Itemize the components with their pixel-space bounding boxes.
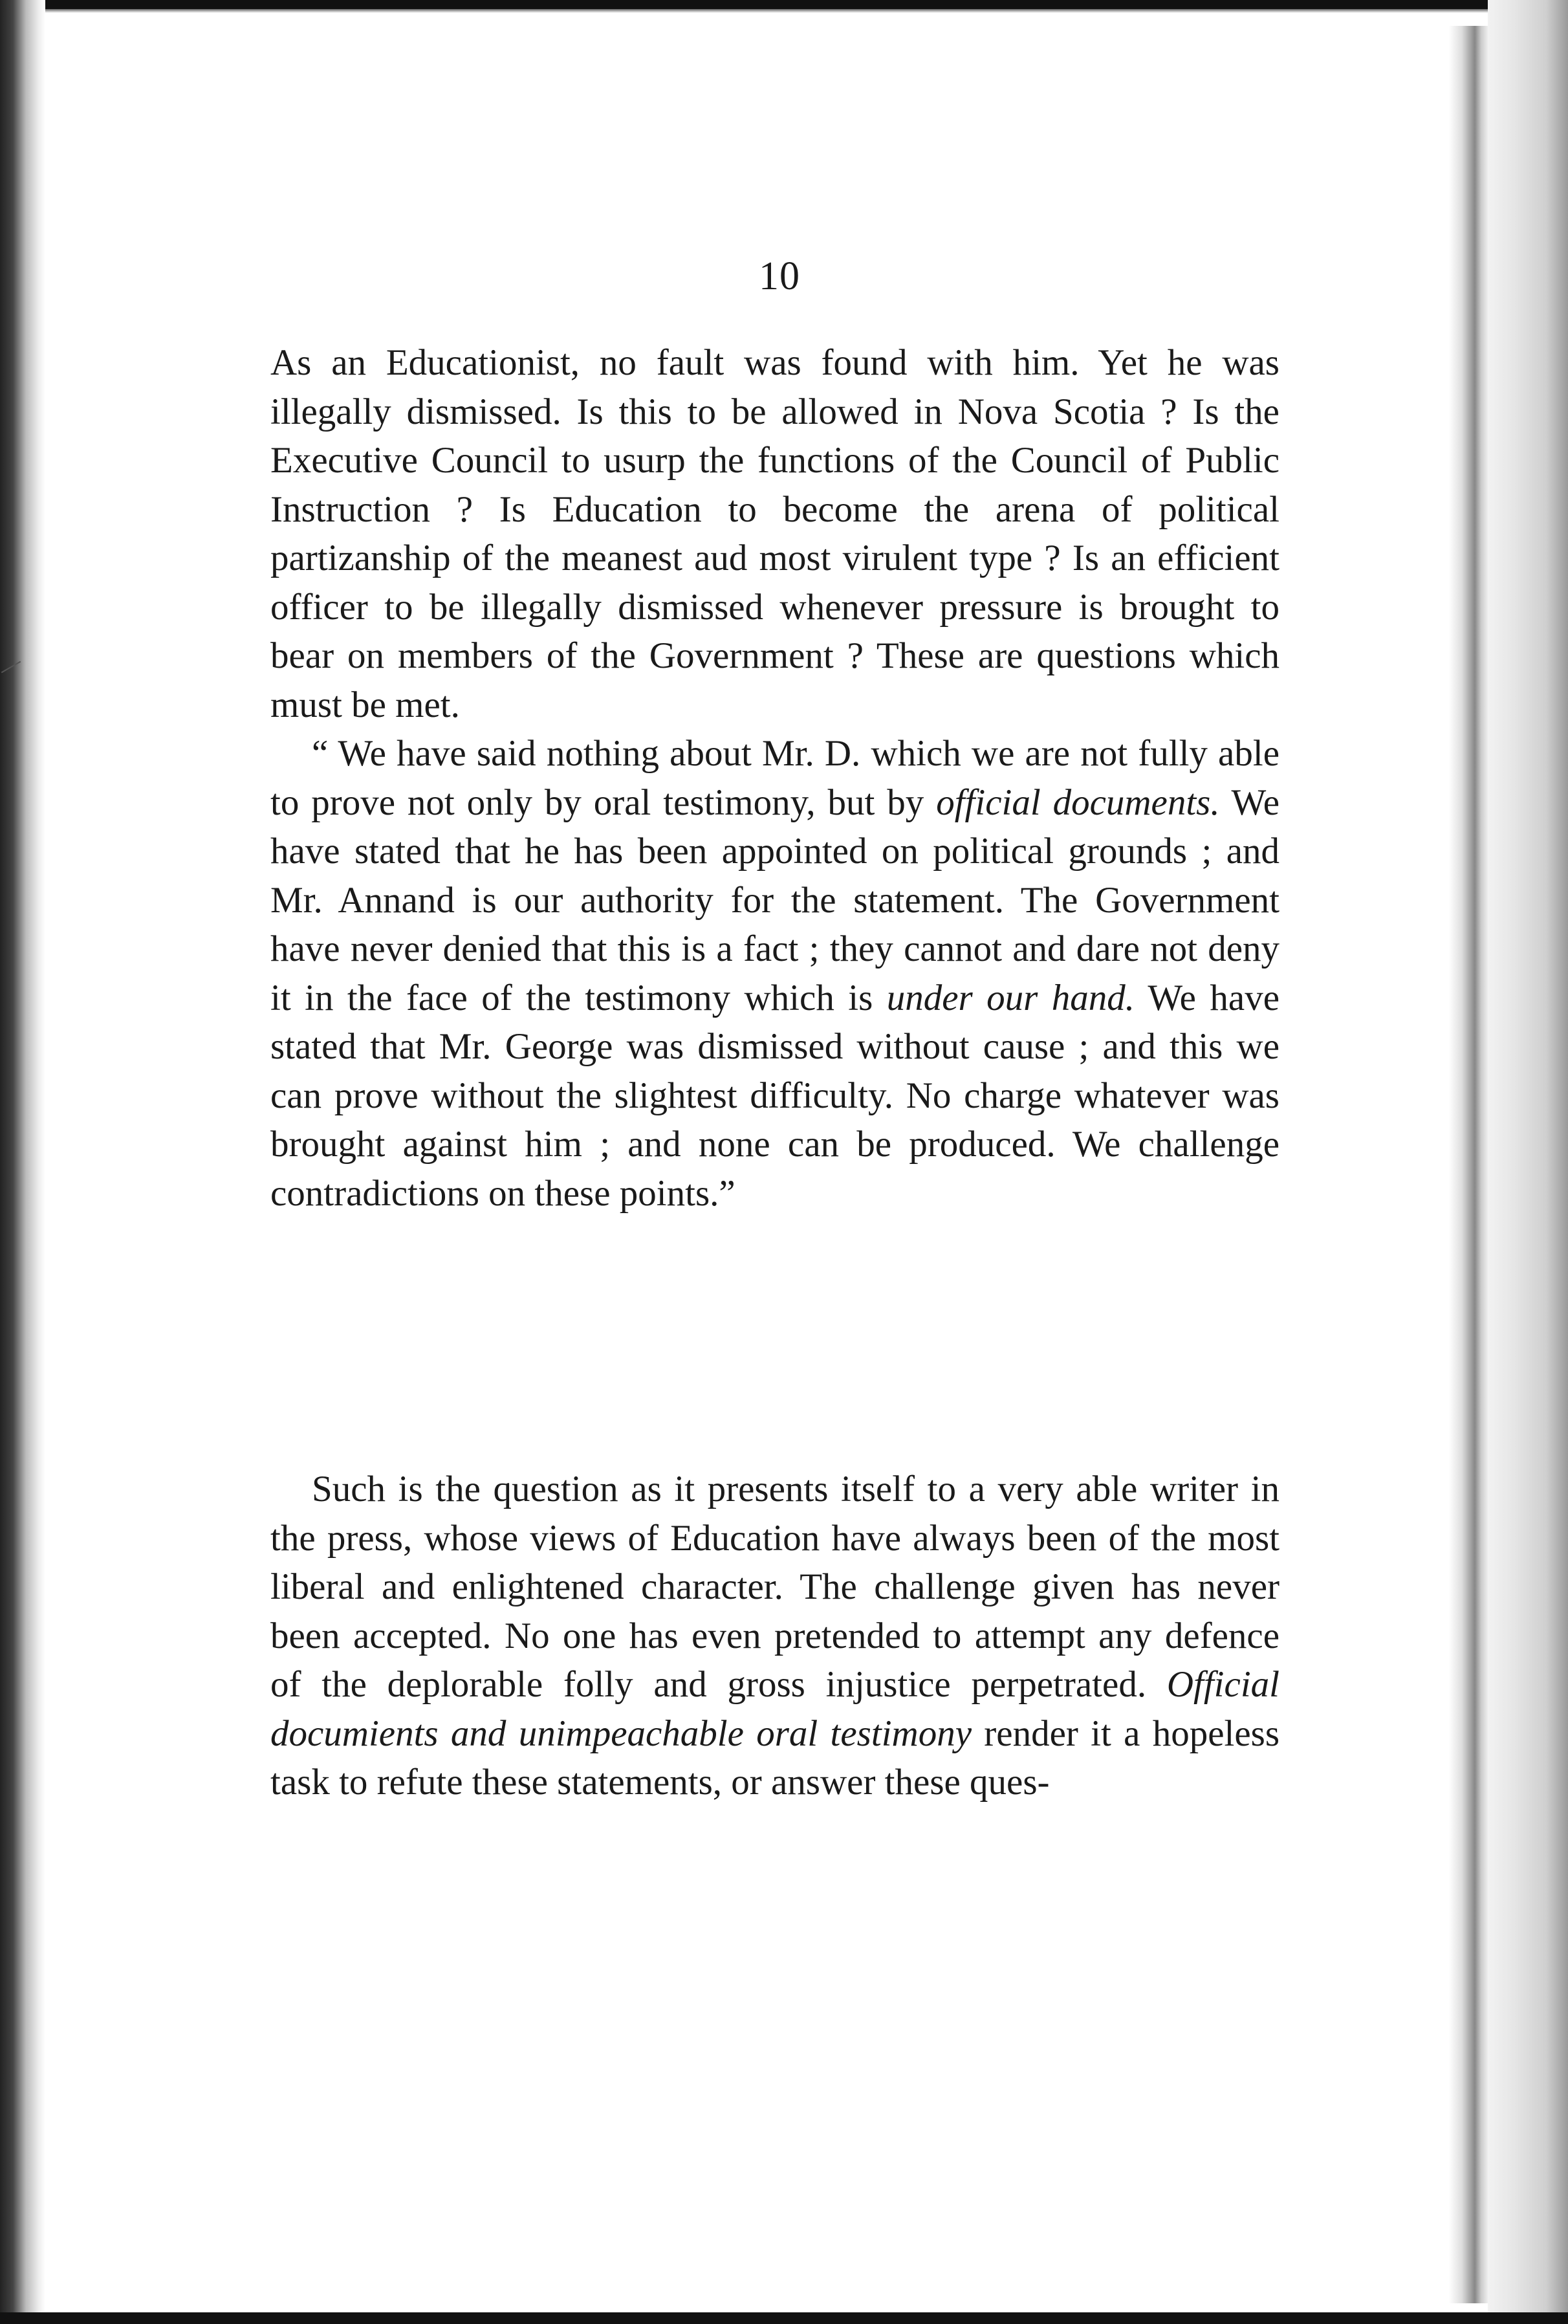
paragraph-quote <box>270 729 1279 1218</box>
scan-top-shadow <box>0 9 1568 13</box>
scan-top-edge <box>0 0 1568 9</box>
such-is-part-1: Such is the question as it presents itself to a very able writer in the press, whose views of Education have always been of the most liberal and enlightened character. The challenge given has never been accepted. No one has even pretended to attempt any defence of the deplorable folly and gross injustice perpetrated. <box>270 1469 1279 1705</box>
scan-left-edge <box>0 0 45 2324</box>
paragraph-educationist: As an Educationist, no fault was found with him. Yet he was illegally dismissed. Is this to be allowed in Nova Scotia ? Is the Executive Council to usurp the functions of the Council of Public Instruction ? Is Education to become the arena of political partizanship of the meanest aud most virulent type ? Is an efficient officer to be illegally dismissed whenever pressure is brought to bear on members of the Government ? These are questions which must be met. <box>270 342 1279 725</box>
page-fold-shadow <box>1449 26 1488 2303</box>
text-block-lower <box>270 1465 1279 1807</box>
quote-italic-official-documents: official documents. <box>936 782 1220 823</box>
paragraph-such-is <box>270 1465 1279 1807</box>
such-is-italic: Official documients and unimpeachable oral testimony <box>270 1664 1279 1754</box>
quote-part-3: We have stated that Mr. George was dismissed without cause ; and this we can prove without the slightest difficulty. No charge whatever was brought against him ; and none can be produced. We challenge contradictions on these points.” <box>270 977 1279 1214</box>
page-number-text: 10 <box>759 254 800 298</box>
quote-part-2: We have stated that he has been appointed on political grounds ; and Mr. Annand is our authority for the statement. The Government have never denied that this is a fact ; they cannot and dare not deny it in the face of the testimony which is <box>270 782 1280 1018</box>
quote-italic-under-our-hand: under our hand. <box>886 977 1135 1018</box>
quote-part-1: “ We have said nothing about Mr. D. which we are not fully able to prove not only by oral testimony, but by <box>270 733 1279 823</box>
scan-bottom-edge <box>0 2312 1568 2324</box>
text-block-upper <box>270 338 1279 1218</box>
scan-right-edge <box>1488 0 1568 2324</box>
such-is-part-2: render it a hopeless task to refute these statements, or answer these ques- <box>270 1713 1279 1803</box>
page-number <box>0 254 1568 300</box>
